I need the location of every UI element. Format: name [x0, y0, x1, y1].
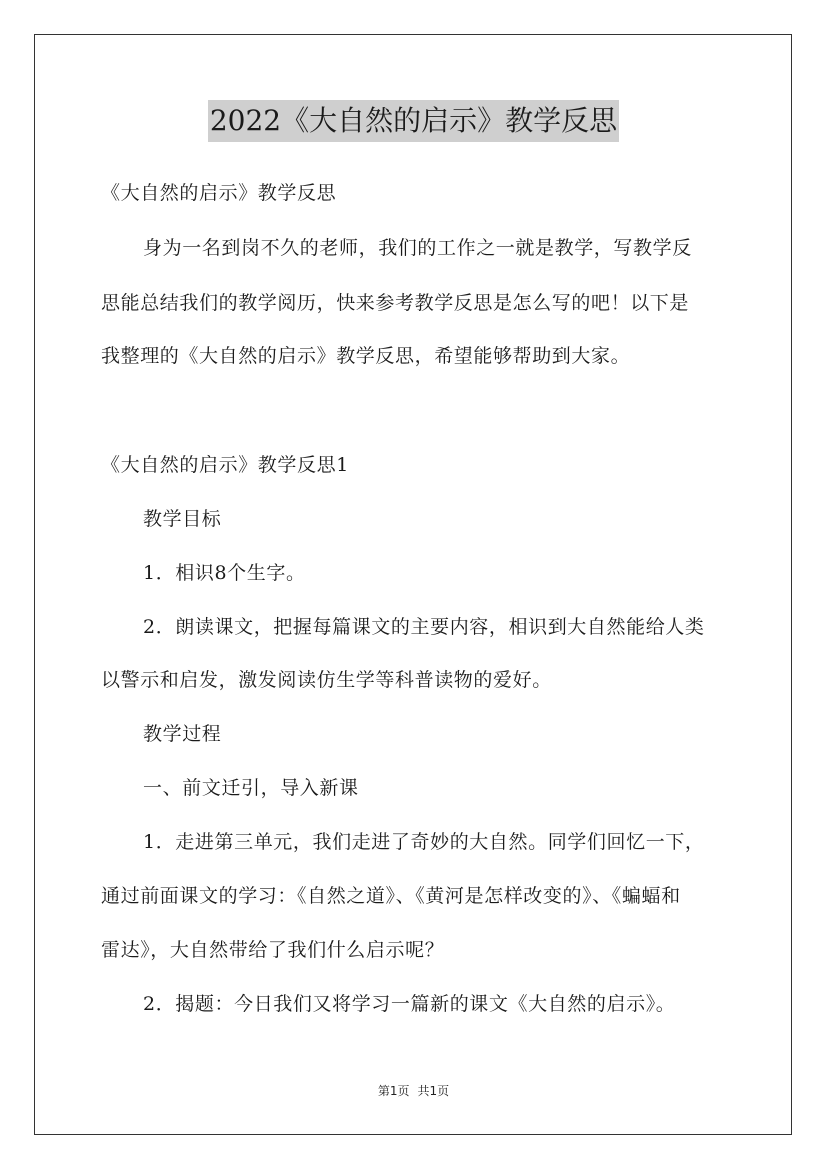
intro-line-2: 思能总结我们的教学阅历，快来参考教学反思是怎么写的吧！以下是: [101, 292, 690, 314]
intro-line-3: 我整理的《大自然的启示》教学反思，希望能够帮助到大家。: [101, 345, 631, 367]
step-2: 2．揭题：今日我们又将学习一篇新的课文《大自然的启示》。: [143, 993, 676, 1015]
step-1-line-2: 通过前面课文的学习：《自然之道》、《黄河是怎样改变的》、《蝙蝠和: [101, 885, 681, 907]
intro-line-1: 身为一名到岗不久的老师，我们的工作之一就是教学，写教学反: [143, 237, 692, 259]
goal-2-line-1: 2．朗读课文，把握每篇课文的主要内容，相识到大自然能给人类: [143, 616, 705, 638]
page-total: 共1页: [417, 1084, 450, 1098]
title-wrap: [0, 100, 827, 142]
page-footer: [0, 1082, 827, 1099]
page-number: 第1页: [377, 1084, 410, 1098]
document-title: 2022《大自然的启示》教学反思: [208, 100, 619, 142]
step-1-line-1: 1．走进第三单元，我们走进了奇妙的大自然。同学们回忆一下，: [143, 831, 705, 853]
section-heading: 《大自然的启示》教学反思1: [101, 454, 349, 476]
step-heading: 一、前文迁引，导入新课: [143, 777, 359, 799]
goal-2-line-2: 以警示和启发，激发阅读仿生学等科普读物的爱好。: [101, 669, 552, 691]
process-heading: 教学过程: [143, 723, 222, 745]
subtitle: 《大自然的启示》教学反思: [101, 182, 337, 204]
goal-1: 1．相识8个生字。: [143, 562, 306, 584]
step-1-line-3: 雷达》，大自然带给了我们什么启示呢？: [101, 939, 445, 961]
goals-heading: 教学目标: [143, 508, 222, 530]
